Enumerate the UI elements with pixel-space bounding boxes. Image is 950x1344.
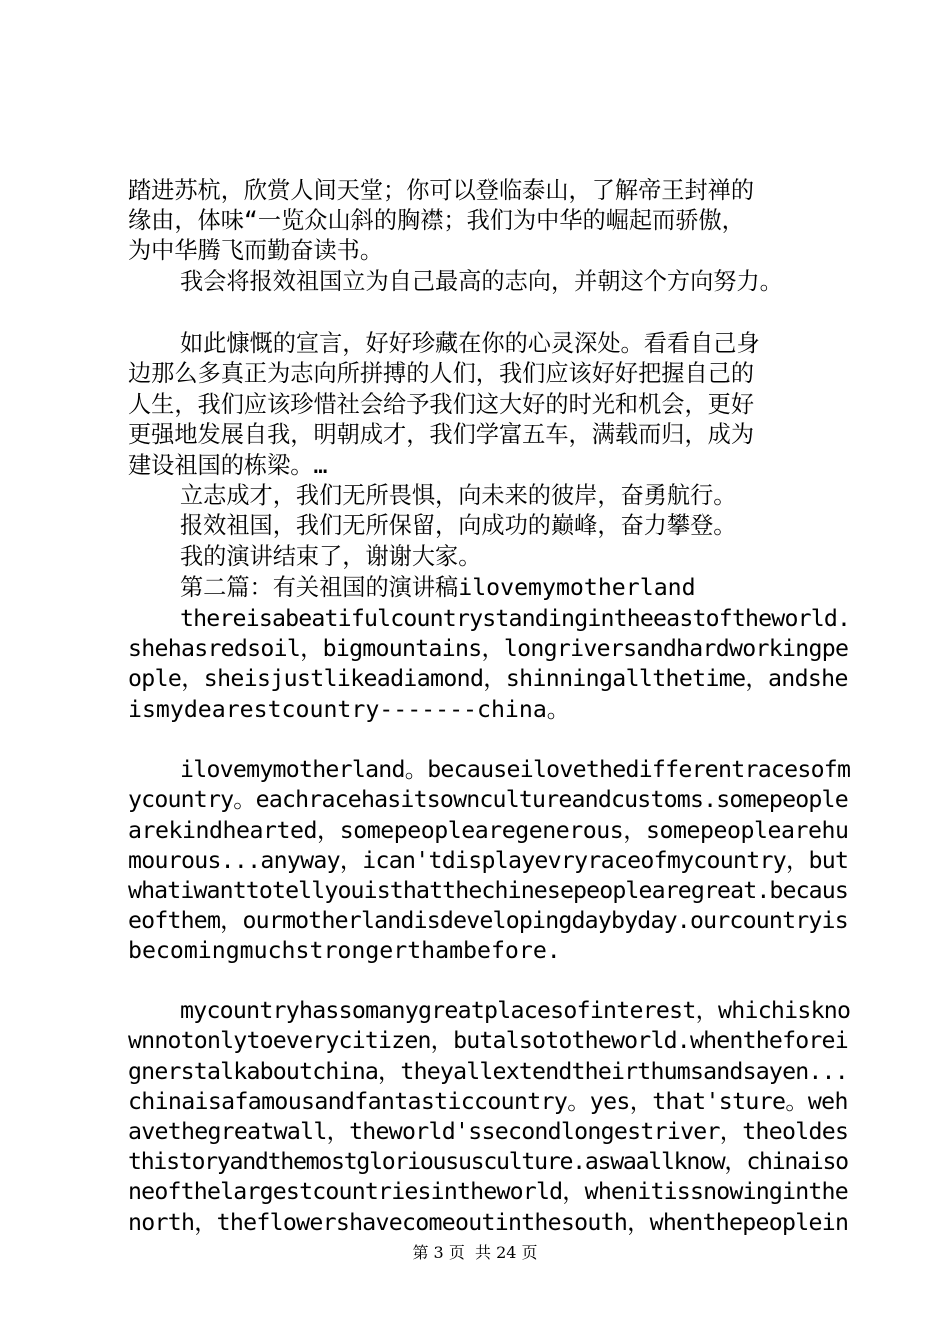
- text-line: 如此慷慨的宣言，好好珍藏在你的心灵深处。看看自己身: [180, 330, 760, 357]
- text-line: 缘由，体味“一览众山斜的胸襟；我们为中华的崛起而骄傲，: [128, 207, 745, 234]
- page-footer: 第 3 页 共 24 页: [412, 1243, 538, 1262]
- text-line: north，theflowershavecomeoutinthesouth，whenthepeoplein: [128, 1209, 848, 1236]
- text-line: mycountryhassomanygreatplacesofinterest，whichiskno: [180, 997, 850, 1024]
- text-line: 人生，我们应该珍惜社会给予我们这大好的时光和机会，更好: [128, 391, 755, 418]
- text-line: arekindhearted，somepeoplearegenerous，somepeoplearehu: [128, 817, 848, 844]
- text-line: 我会将报效祖国立为自己最高的志向，并朝这个方向努力。: [180, 268, 783, 295]
- text-line: gnerstalkaboutchina，theyallextendtheirthumsandsayen...: [128, 1058, 848, 1085]
- text-line: becomingmuchstrongerthambefore.: [128, 937, 561, 964]
- text-line: wnnotonlytoeverycitizen，butalsototheworld.whentheforei: [128, 1027, 848, 1054]
- text-line: ople，sheisjustlikeadiamond，shinningallthetime，andshe: [128, 665, 848, 692]
- text-line: 立志成才，我们无所畏惧，向未来的彼岸，奋勇航行。: [180, 482, 737, 509]
- text-line: neofthelargestcountriesintheworld，whenitissnowinginthe: [128, 1178, 848, 1205]
- text-line: whatiwanttotellyouisthatthechinesepeoplearegreat.becaus: [128, 877, 848, 904]
- text-line: 踏进苏杭，欣赏人间天堂；你可以登临泰山，了解帝王封禅的: [128, 177, 755, 204]
- text-line: avethegreatwall，theworld'ssecondlongestriver，theoldes: [128, 1118, 848, 1145]
- text-line: 建设祖国的栋梁。…: [128, 452, 328, 479]
- text-line: chinaisafamousandfantasticcountry。yes，that'sture。weh: [128, 1088, 848, 1115]
- text-line: ilovemymotherland。becauseilovethedifferentracesofm: [180, 756, 850, 783]
- text-line: thereisabeatifulcountrystandingintheeastoftheworld.: [180, 605, 850, 632]
- text-line: 为中华腾飞而勤奋读书。: [128, 237, 384, 264]
- text-line: 报效祖国，我们无所保留，向成功的巅峰，奋力攀登。: [180, 512, 737, 539]
- text-line: ycountry。eachracehasitsowncultureandcustoms.somepeople: [128, 786, 848, 813]
- text-line: eofthem，ourmotherlandisdevelopingdaybyday.ourcountryis: [128, 907, 848, 934]
- text-line: ismydearestcountry-------china。: [128, 696, 570, 723]
- text-line: 更强地发展自我，明朝成才，我们学富五车，满载而归，成为: [128, 421, 755, 448]
- text-line: shehasredsoil，bigmountains，longriversandhardworkingpe: [128, 635, 848, 662]
- text-line: 边那么多真正为志向所拼搏的人们，我们应该好好把握自己的: [128, 360, 755, 387]
- text-line: 我的演讲结束了，谢谢大家。: [180, 543, 482, 570]
- text-line: mourous...anyway，ican'tdisplayevryraceofmycountry，but: [128, 847, 848, 874]
- text-line: 第二篇：有关祖国的演讲稿ilovemymotherland: [180, 574, 696, 601]
- text-line: thistoryandthemostglorioususculture.aswaallknow，chinaiso: [128, 1148, 848, 1175]
